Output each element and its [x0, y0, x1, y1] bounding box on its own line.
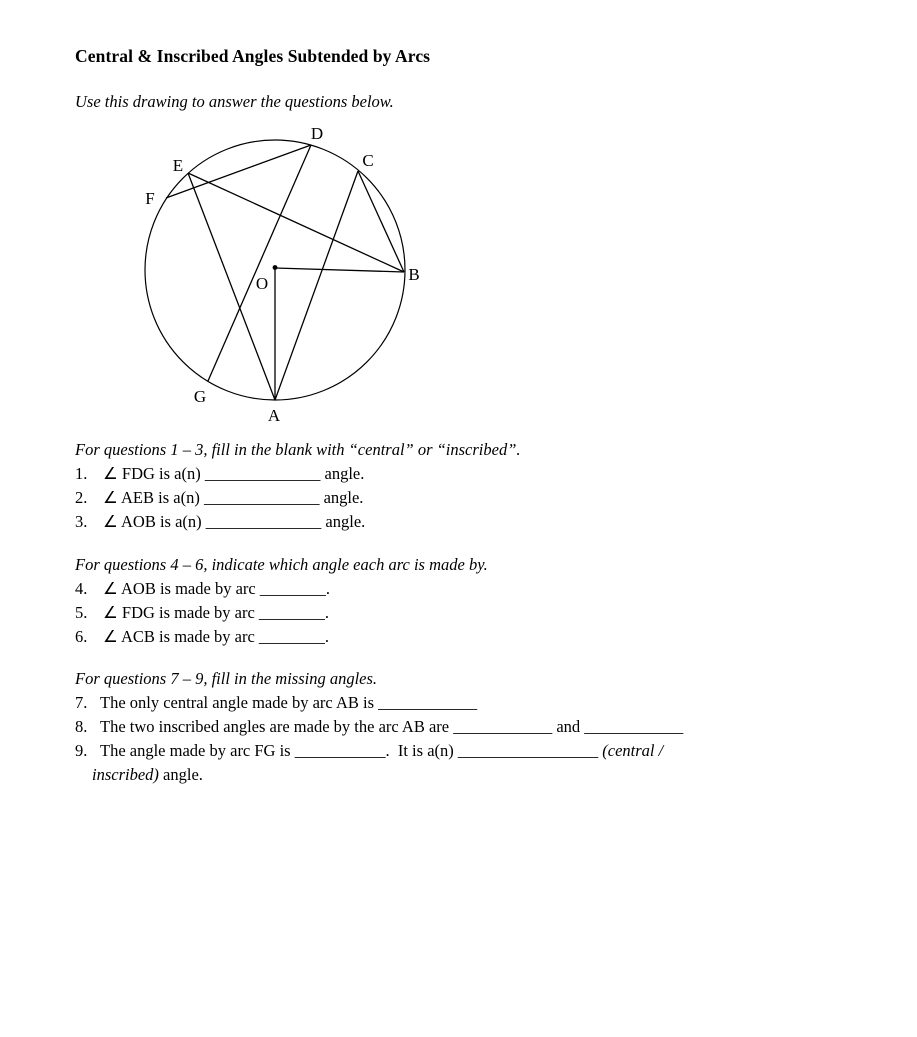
question-text: The only central angle made by arc AB is ____________ [100, 693, 478, 712]
point-label-F: F [145, 189, 155, 208]
question-number: 5. [75, 603, 88, 622]
question-text: ∠ FDG is a(n) ______________ angle. [103, 464, 365, 483]
question-section-3 [75, 667, 905, 787]
question-number: 4. [75, 579, 88, 598]
instruction-text: Use this drawing to answer the questions below. [75, 92, 394, 111]
question-item-3 [75, 510, 905, 534]
question-text-italic: inscribed) [92, 765, 159, 784]
question-item-9-continuation [75, 763, 905, 787]
question-item-4 [75, 577, 905, 601]
chord-FD [166, 145, 311, 198]
question-text: ∠ FDG is made by arc ________. [103, 603, 330, 622]
section-heading: For questions 4 – 6, indicate which angle each arc is made by. [75, 555, 488, 574]
question-section-1 [75, 438, 905, 534]
question-number: 7. [75, 693, 88, 712]
question-number: 8. [75, 717, 88, 736]
chord-CA [275, 171, 358, 400]
question-number: 6. [75, 627, 88, 646]
question-text: ∠ AOB is a(n) ______________ angle. [103, 512, 366, 531]
question-text-italic: (central / [602, 741, 664, 760]
question-text: angle. [158, 765, 203, 784]
question-text: The two inscribed angles are made by the arc AB are ____________ and ____________ [100, 717, 684, 736]
point-label-D: D [310, 124, 324, 143]
center-dot-O [273, 265, 278, 270]
chord-DG [208, 145, 311, 381]
question-text: The angle made by arc FG is ___________. It is a(n) _________________ [100, 741, 603, 760]
point-label-O: O [255, 274, 269, 293]
chord-CB [358, 171, 404, 272]
question-item-5 [75, 601, 905, 625]
question-section-2 [75, 553, 905, 649]
point-label-A: A [267, 406, 281, 425]
question-text: ∠ ACB is made by arc ________. [103, 627, 330, 646]
question-text: ∠ AEB is a(n) ______________ angle. [103, 488, 364, 507]
point-label-C: C [362, 151, 374, 170]
radius-OB [275, 268, 404, 272]
circle-diagram [135, 118, 435, 433]
question-text: ∠ AOB is made by arc ________. [103, 579, 330, 598]
question-item-6 [75, 625, 905, 649]
point-label-E: E [172, 156, 184, 175]
question-number: 3. [75, 512, 88, 531]
question-item-9 [75, 739, 905, 763]
question-item-8 [75, 715, 905, 739]
worksheet-title: Central & Inscribed Angles Subtended by Arcs [75, 46, 431, 66]
point-label-G: G [193, 387, 207, 406]
section-heading: For questions 1 – 3, fill in the blank with “central” or “inscribed”. [75, 440, 521, 459]
question-number: 2. [75, 488, 88, 507]
question-item-2 [75, 486, 905, 510]
question-item-7 [75, 691, 905, 715]
question-number: 9. [75, 741, 88, 760]
point-label-B: B [408, 265, 420, 284]
question-number: 1. [75, 464, 88, 483]
question-item-1 [75, 462, 905, 486]
section-heading: For questions 7 – 9, fill in the missing angles. [75, 669, 378, 688]
